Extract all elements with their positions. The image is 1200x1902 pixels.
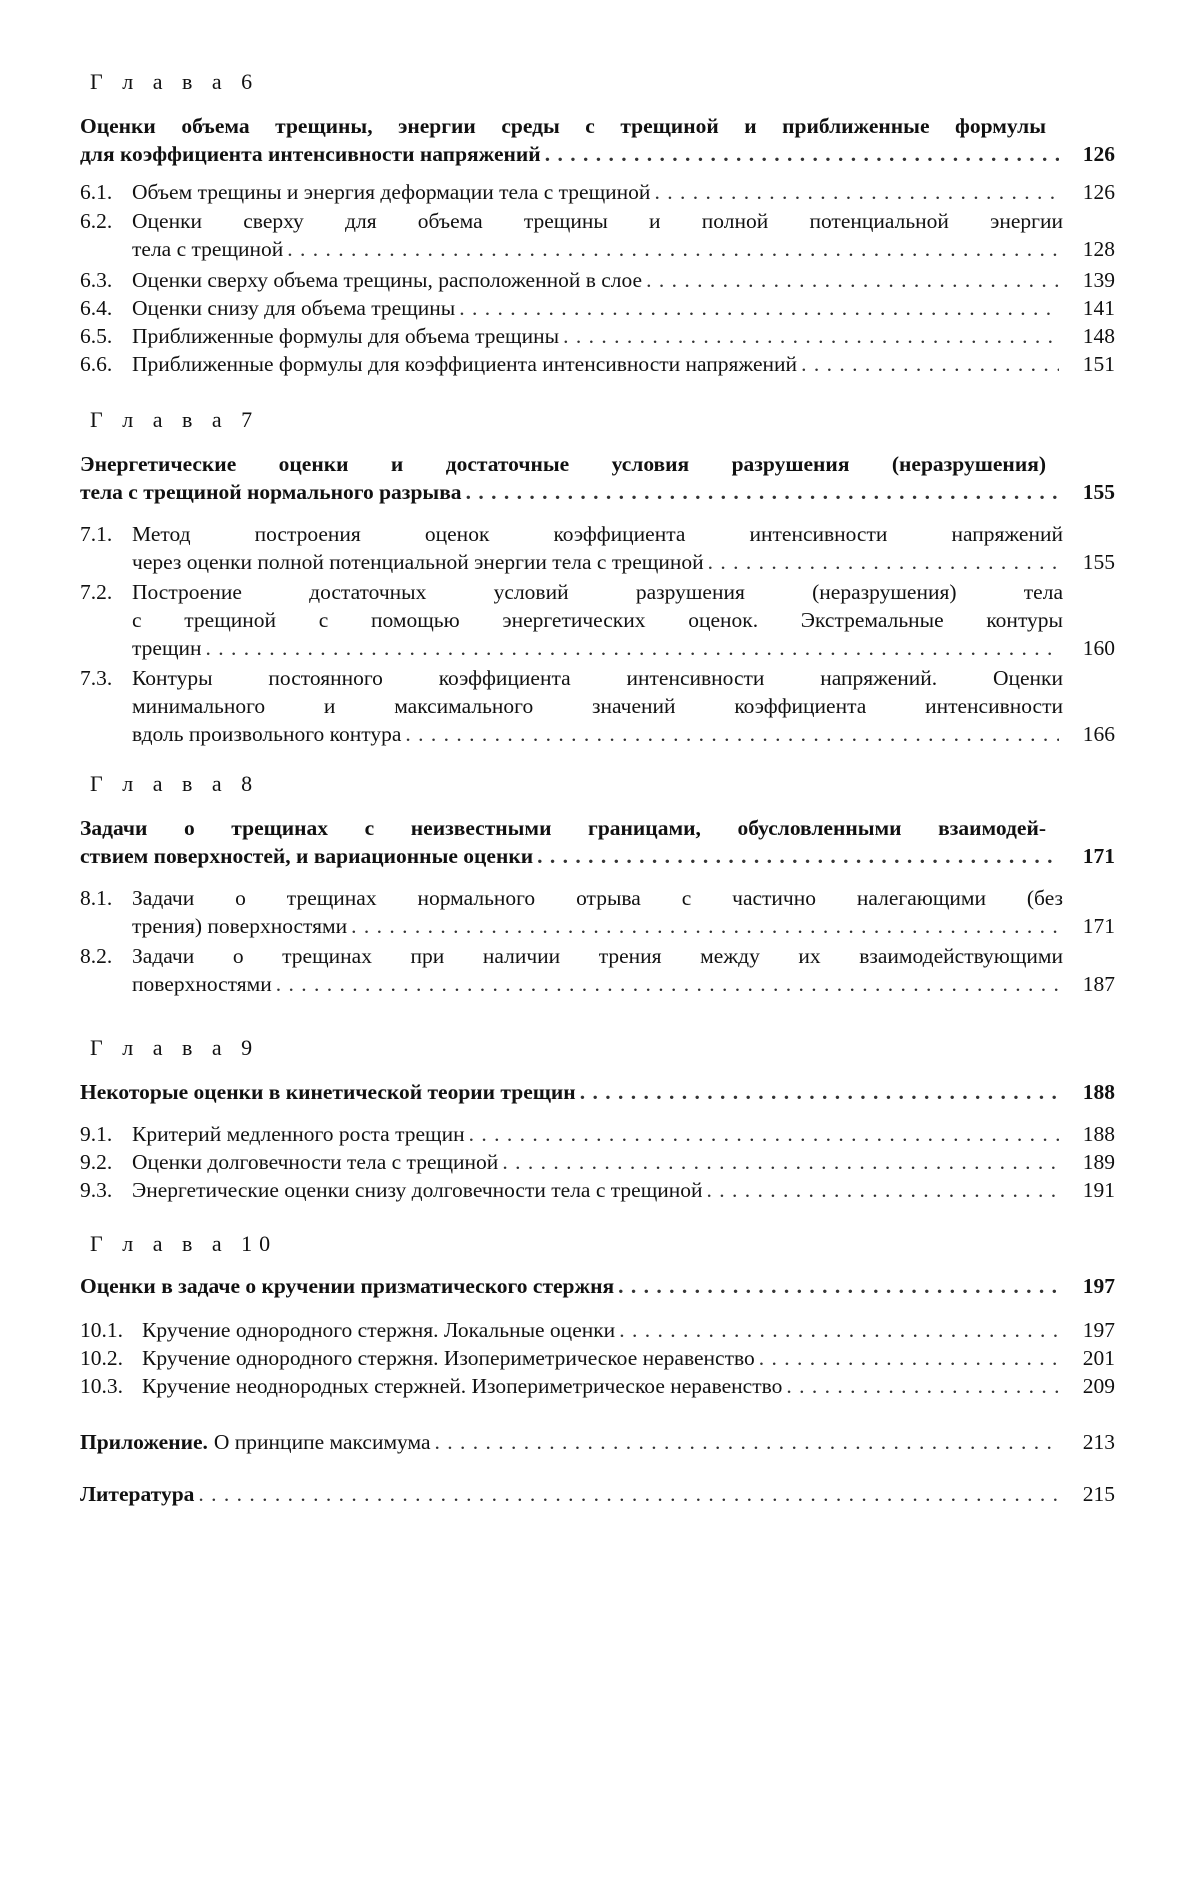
section-number: 8.1. [80,884,132,912]
page-number: 126 [1063,140,1115,168]
list-item [80,1176,1115,1204]
section-title: Объем трещины и энергия деформации тела с трещиной [132,178,650,206]
section-number: 6.2. [80,207,132,235]
section-title: трения) поверхностями [132,912,347,940]
section-number: 9.1. [80,1120,132,1148]
chapter-10-title-line: Оценки в задаче о кручении призматического стержня [80,1272,614,1300]
section-number: 10.2. [80,1344,142,1372]
page-number: 166 [1063,720,1115,748]
section-title: Оценки снизу для объема трещины [132,294,455,322]
section-number: 8.2. [80,942,132,970]
list-item [80,1120,1115,1148]
list-item [80,1148,1115,1176]
chapter-8-title [80,814,1115,870]
dot-leader [405,720,1059,748]
page-number: 197 [1063,1316,1115,1344]
section-number: 9.2. [80,1148,132,1176]
dot-leader [618,1272,1059,1300]
dot-leader [708,548,1059,576]
chapter-10-heading: Г л а в а 10 [90,1230,277,1258]
section-number: 6.3. [80,266,132,294]
list-item [80,266,1115,294]
section-number: 9.3. [80,1176,132,1204]
appendix-entry [80,1428,1115,1456]
page-number: 171 [1063,912,1115,940]
chapter-10-title [80,1272,1115,1300]
page-number: 197 [1063,1272,1115,1300]
section-title-line1: Метод построения оценок коэффициента интенсивности напряжений [132,520,1063,548]
dot-leader [563,322,1059,350]
list-item [80,1372,1115,1400]
dot-leader [435,1428,1059,1456]
chapter-9-heading: Г л а в а 9 [90,1034,259,1062]
section-title: Оценки долговечности тела с трещиной [132,1148,498,1176]
list-item [80,520,1115,576]
dot-leader [466,478,1059,506]
list-item [80,322,1115,350]
section-number: 10.3. [80,1372,142,1400]
section-title: Приближенные формулы для коэффициента интенсивности напряжений [132,350,797,378]
page-number: 187 [1063,970,1115,998]
page-number: 171 [1063,842,1115,870]
dot-leader [654,178,1059,206]
page-number: 213 [1063,1428,1115,1456]
section-title: Кручение неоднородных стержней. Изопериметрическое неравенство [142,1372,782,1400]
appendix-title: О принципе максимума [214,1428,431,1456]
list-item [80,294,1115,322]
page-number: 126 [1063,178,1115,206]
dot-leader [276,970,1059,998]
section-title-line1: Построение достаточных условий разрушения (неразрушения) тела [132,578,1063,606]
page-number: 128 [1063,235,1115,263]
dot-leader [619,1316,1059,1344]
dot-leader [206,634,1059,662]
chapter-6-title [80,112,1115,168]
literature-entry [80,1480,1115,1508]
section-title-line1: Задачи о трещинах при наличии трения между их взаимодействующими [132,942,1063,970]
list-item [80,350,1115,378]
section-number: 6.4. [80,294,132,322]
chapter-6-title-line2: для коэффициента интенсивности напряжений [80,140,541,168]
section-title-line2: с трещиной с помощью энергетических оценок. Экстремальные контуры [132,606,1063,634]
section-title: трещин [132,634,202,662]
dot-leader [537,842,1059,870]
section-title: Кручение однородного стержня. Изопериметрическое неравенство [142,1344,755,1372]
section-number: 6.6. [80,350,132,378]
section-number: 7.1. [80,520,132,548]
chapter-7-title-line1: Энергетические оценки и достаточные условия разрушения (неразрушения) [80,450,1046,478]
section-title: тела с трещиной [132,235,283,263]
chapter-8-title-line2: ствием поверхностей, и вариационные оценки [80,842,533,870]
section-number: 10.1. [80,1316,142,1344]
list-item [80,1344,1115,1372]
page-number: 139 [1063,266,1115,294]
section-number: 6.1. [80,178,132,206]
page-number: 155 [1063,548,1115,576]
list-item [80,1316,1115,1344]
list-item [80,578,1115,662]
page-number: 215 [1063,1480,1115,1508]
chapter-9-title [80,1078,1115,1106]
dot-leader [287,235,1059,263]
list-item [80,178,1115,206]
page-number: 191 [1063,1176,1115,1204]
chapter-8-title-line1: Задачи о трещинах с неизвестными границами, обусловленными взаимодей- [80,814,1046,842]
section-number: 7.2. [80,578,132,606]
dot-leader [646,266,1059,294]
dot-leader [459,294,1059,322]
dot-leader [801,350,1059,378]
list-item [80,884,1115,940]
dot-leader [351,912,1059,940]
page-number: 201 [1063,1344,1115,1372]
section-number: 7.3. [80,664,132,692]
section-title: Критерий медленного роста трещин [132,1120,465,1148]
dot-leader [502,1148,1059,1176]
page-number: 141 [1063,294,1115,322]
page-number: 155 [1063,478,1115,506]
page-number: 160 [1063,634,1115,662]
section-title: поверхностями [132,970,272,998]
section-title: вдоль произвольного контура [132,720,401,748]
section-title-line1: Контуры постоянного коэффициента интенсивности напряжений. Оценки [132,664,1063,692]
dot-leader [707,1176,1059,1204]
page-number: 148 [1063,322,1115,350]
section-title-line1: Оценки сверху для объема трещины и полной потенциальной энергии [132,207,1063,235]
chapter-7-heading: Г л а в а 7 [90,406,259,434]
chapter-8-heading: Г л а в а 8 [90,770,259,798]
section-title: Энергетические оценки снизу долговечности тела с трещиной [132,1176,703,1204]
section-number: 6.5. [80,322,132,350]
dot-leader [198,1480,1059,1508]
chapter-6-title-line1: Оценки объема трещины, энергии среды с трещиной и приближенные формулы [80,112,1046,140]
dot-leader [786,1372,1059,1400]
chapter-7-title-line2: тела с трещиной нормального разрыва [80,478,462,506]
chapter-9-title-line: Некоторые оценки в кинетической теории трещин [80,1078,576,1106]
dot-leader [759,1344,1059,1372]
dot-leader [469,1120,1059,1148]
page-number: 151 [1063,350,1115,378]
page-number: 189 [1063,1148,1115,1176]
section-title-line2: минимального и максимального значений коэффициента интенсивности [132,692,1063,720]
dot-leader [580,1078,1059,1106]
section-title-line1: Задачи о трещинах нормального отрыва с частично налегающими (без [132,884,1063,912]
page-number: 188 [1063,1120,1115,1148]
section-title: Приближенные формулы для объема трещины [132,322,559,350]
section-title: Оценки сверху объема трещины, расположенной в слое [132,266,642,294]
page-number: 188 [1063,1078,1115,1106]
appendix-label: Приложение. [80,1428,208,1456]
section-title: Кручение однородного стержня. Локальные оценки [142,1316,615,1344]
list-item [80,664,1115,748]
section-title: через оценки полной потенциальной энергии тела с трещиной [132,548,704,576]
list-item [80,942,1115,998]
dot-leader [545,140,1059,168]
list-item [80,207,1115,263]
chapter-7-title [80,450,1115,506]
chapter-6-heading: Г л а в а 6 [90,68,259,96]
literature-title: Литература [80,1480,194,1508]
page-number: 209 [1063,1372,1115,1400]
